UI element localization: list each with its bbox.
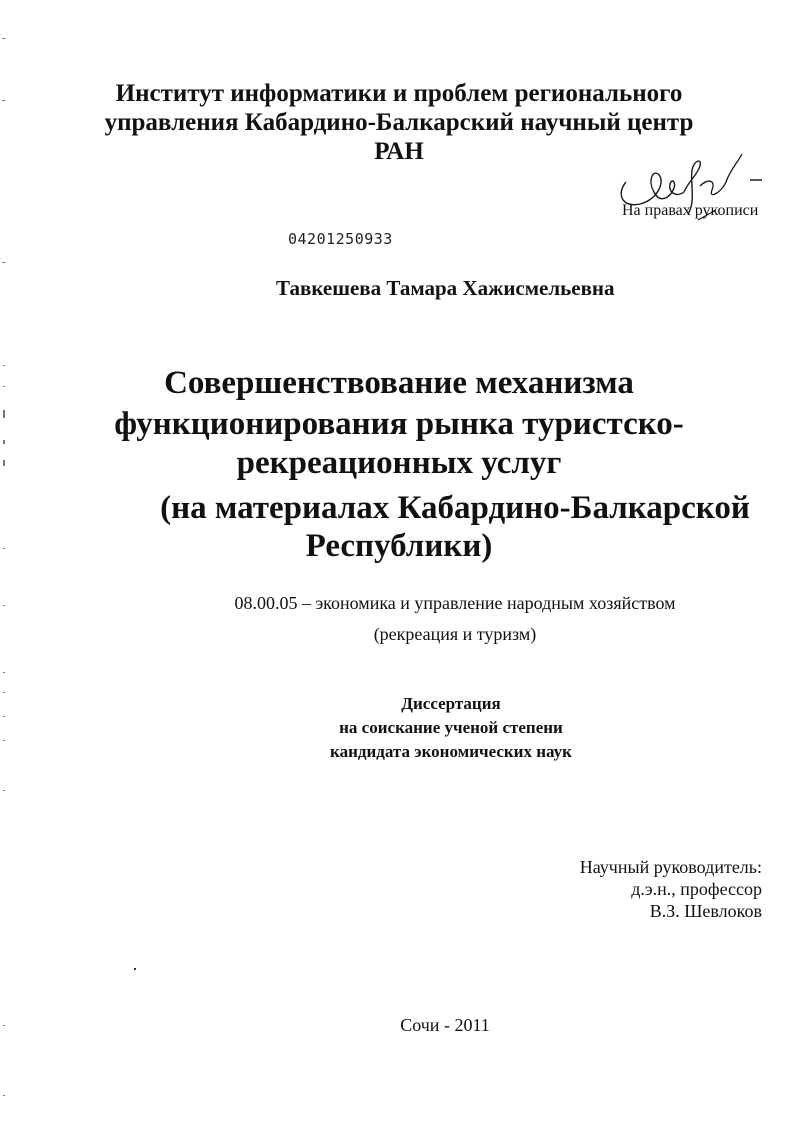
supervisor-name: В.З. Шевлоков — [649, 901, 762, 921]
scan-edge-mark — [3, 716, 5, 717]
scan-edge-mark — [3, 740, 5, 741]
title-line-2: функционирования рынка туристско- — [114, 406, 684, 442]
title-line-1: Совершенствование механизма — [164, 365, 634, 401]
scan-edge-mark — [3, 605, 5, 606]
dissertation-label: Диссертация — [401, 694, 501, 713]
title-line-4: (на материалах Кабардино-Балкарской — [160, 490, 750, 526]
manuscript-rights-note: На правах рукописи — [622, 202, 759, 219]
institution-line-2: управления Кабардино-Балкарский научный центр — [104, 109, 694, 136]
scan-edge-mark — [134, 968, 136, 970]
scan-edge-mark — [3, 790, 5, 791]
title-line-5: Республики) — [305, 528, 493, 564]
scan-edge-mark — [2, 262, 5, 263]
institution-line-3: РАН — [374, 138, 424, 165]
scan-edge-mark — [3, 1095, 5, 1096]
institution-line-1: Институт информатики и проблем регионального — [115, 80, 683, 107]
supervisor-degree: д.э.н., профессор — [631, 879, 762, 899]
city-year: Сочи - 2011 — [400, 1015, 490, 1035]
author-name: Тавкешева Тамара Хажисмельевна — [276, 276, 615, 300]
scan-edge-mark — [3, 692, 5, 693]
dissertation-science-line: кандидата экономических наук — [330, 742, 572, 761]
scan-edge-mark — [2, 38, 5, 39]
dissertation-degree-line: на соискание ученой степени — [339, 718, 563, 737]
registration-code: 04201250933 — [288, 230, 393, 248]
title-line-3: рекреационных услуг — [236, 445, 562, 481]
scan-edge-mark — [3, 672, 5, 673]
supervisor-label: Научный руководитель: — [579, 857, 762, 877]
specialty-subfield: (рекреация и туризм) — [373, 624, 537, 644]
specialty-code: 08.00.05 – экономика и управление народным хозяйством — [234, 593, 676, 613]
